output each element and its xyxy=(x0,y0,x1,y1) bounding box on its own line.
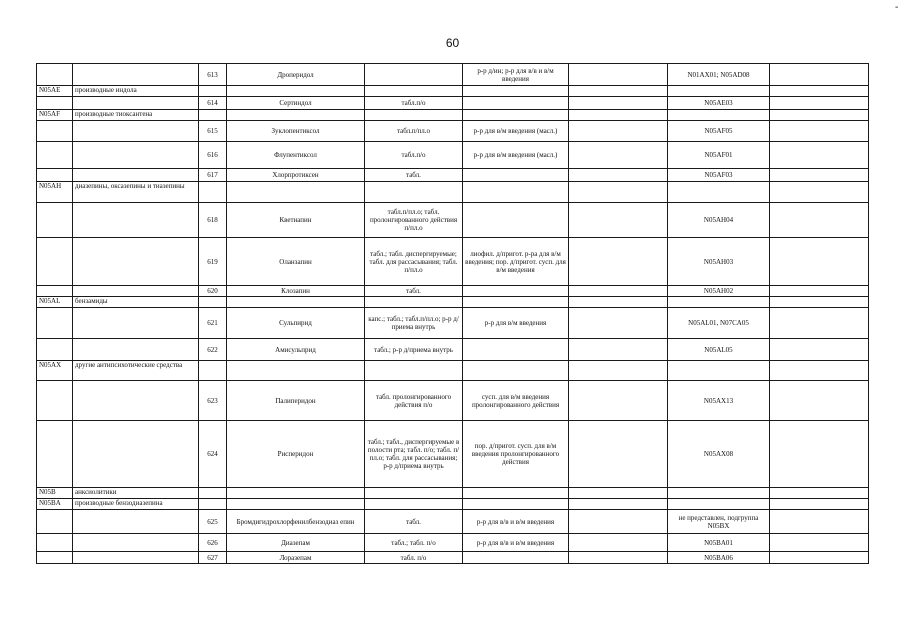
atc-code: N05AL05 xyxy=(668,339,770,361)
empty-cell xyxy=(770,86,869,97)
group-row xyxy=(37,361,869,381)
atc-code xyxy=(668,488,770,499)
empty-cell xyxy=(770,238,869,286)
dosage-form: табл. пролонгированного действия п/о xyxy=(365,381,463,421)
drug-registry-table xyxy=(36,63,869,564)
dosage-form xyxy=(365,182,463,203)
atc-code: N05AX08 xyxy=(668,421,770,488)
dosage-form-injection xyxy=(463,488,569,499)
empty-cell xyxy=(770,297,869,308)
empty-cell xyxy=(569,121,668,142)
item-number xyxy=(199,361,227,381)
atc-group-code xyxy=(37,510,73,534)
item-number: 625 xyxy=(199,510,227,534)
item-number: 623 xyxy=(199,381,227,421)
item-number: 617 xyxy=(199,169,227,182)
atc-group-code: N05BA xyxy=(37,499,73,510)
item-number: 618 xyxy=(199,203,227,238)
atc-group-code: N05AL xyxy=(37,297,73,308)
dosage-form xyxy=(365,110,463,121)
atc-group-name: диазепины, оксазепины и тиазепины xyxy=(73,182,199,203)
group-row xyxy=(37,499,869,510)
group-row xyxy=(37,86,869,97)
atc-group-name xyxy=(73,339,199,361)
drug-name: Кветиапин xyxy=(227,203,365,238)
empty-cell xyxy=(770,121,869,142)
atc-group-name xyxy=(73,421,199,488)
dosage-form-injection xyxy=(463,110,569,121)
drug-row xyxy=(37,142,869,169)
dosage-form-injection: р-р для в/м введения (масл.) xyxy=(463,142,569,169)
dosage-form: табл. xyxy=(365,169,463,182)
drug-row xyxy=(37,238,869,286)
atc-group-code xyxy=(37,286,73,297)
dosage-form-injection xyxy=(463,499,569,510)
empty-cell xyxy=(569,421,668,488)
dosage-form-injection xyxy=(463,552,569,564)
empty-cell xyxy=(770,169,869,182)
item-number: 619 xyxy=(199,238,227,286)
dosage-form xyxy=(365,361,463,381)
dosage-form-injection: р-р для в/в и в/м введения xyxy=(463,534,569,552)
drug-row xyxy=(37,552,869,564)
dosage-form-injection: лиофил. д/пригот. р-ра для в/м введения; пор. д/пригот. сусп. для в/м введения xyxy=(463,238,569,286)
empty-cell xyxy=(569,381,668,421)
dosage-form-injection xyxy=(463,361,569,381)
empty-cell xyxy=(770,534,869,552)
dosage-form-injection xyxy=(463,182,569,203)
empty-cell xyxy=(569,297,668,308)
dosage-form-injection: р-р для в/м введения (масл.) xyxy=(463,121,569,142)
atc-group-name xyxy=(73,64,199,86)
atc-group-name xyxy=(73,238,199,286)
empty-cell xyxy=(770,339,869,361)
drug-name: Сертиндол xyxy=(227,97,365,110)
atc-group-code xyxy=(37,97,73,110)
atc-code xyxy=(668,297,770,308)
atc-group-code: N05AF xyxy=(37,110,73,121)
empty-cell xyxy=(569,238,668,286)
drug-name xyxy=(227,499,365,510)
atc-group-name xyxy=(73,534,199,552)
drug-row xyxy=(37,339,869,361)
group-row xyxy=(37,110,869,121)
dosage-form xyxy=(365,488,463,499)
dosage-form-injection: р-р для в/м введения xyxy=(463,308,569,339)
empty-cell xyxy=(770,308,869,339)
drug-name: Лоразепам xyxy=(227,552,365,564)
empty-cell xyxy=(569,86,668,97)
dosage-form xyxy=(365,86,463,97)
empty-cell xyxy=(569,286,668,297)
atc-code xyxy=(668,499,770,510)
item-number: 627 xyxy=(199,552,227,564)
dosage-form-injection xyxy=(463,97,569,110)
atc-group-code xyxy=(37,421,73,488)
dosage-form: табл.п/пл.о; табл. пролонгированного действия п/пл.о xyxy=(365,203,463,238)
atc-group-name xyxy=(73,308,199,339)
empty-cell xyxy=(569,110,668,121)
drug-name: Зуклопентиксол xyxy=(227,121,365,142)
atc-group-name xyxy=(73,97,199,110)
empty-cell xyxy=(569,534,668,552)
drug-row xyxy=(37,510,869,534)
atc-code: N05BA06 xyxy=(668,552,770,564)
atc-group-name: производные бензодиазепина xyxy=(73,499,199,510)
drug-row xyxy=(37,169,869,182)
empty-cell xyxy=(569,142,668,169)
dosage-form: капс.; табл.; табл.п/пл.о; р-р д/приема внутрь xyxy=(365,308,463,339)
empty-cell xyxy=(569,361,668,381)
empty-cell xyxy=(770,510,869,534)
empty-cell xyxy=(569,488,668,499)
item-number xyxy=(199,182,227,203)
dosage-form xyxy=(365,64,463,86)
item-number xyxy=(199,297,227,308)
atc-group-code: N05AH xyxy=(37,182,73,203)
drug-name xyxy=(227,297,365,308)
dosage-form: табл.п/о xyxy=(365,142,463,169)
empty-cell xyxy=(770,203,869,238)
atc-group-code xyxy=(37,534,73,552)
item-number xyxy=(199,499,227,510)
atc-group-name: бензамиды xyxy=(73,297,199,308)
atc-code xyxy=(668,110,770,121)
empty-cell xyxy=(569,203,668,238)
atc-group-code xyxy=(37,203,73,238)
dosage-form-injection xyxy=(463,339,569,361)
atc-group-code xyxy=(37,552,73,564)
group-row xyxy=(37,297,869,308)
drug-row xyxy=(37,534,869,552)
atc-group-name: производные тиоксантена xyxy=(73,110,199,121)
dosage-form: табл.; табл. диспергируемые; табл. для рассасывания; табл. п/пл.о xyxy=(365,238,463,286)
item-number: 622 xyxy=(199,339,227,361)
atc-group-name xyxy=(73,510,199,534)
empty-cell xyxy=(569,64,668,86)
empty-cell xyxy=(770,110,869,121)
atc-code: N05AH02 xyxy=(668,286,770,297)
atc-group-name: другие антипсихотические средства xyxy=(73,361,199,381)
dosage-form-injection xyxy=(463,286,569,297)
drug-row xyxy=(37,64,869,86)
atc-group-code xyxy=(37,308,73,339)
dosage-form-injection xyxy=(463,169,569,182)
atc-group-name: производные индола xyxy=(73,86,199,97)
drug-name xyxy=(227,361,365,381)
empty-cell xyxy=(770,421,869,488)
atc-group-code xyxy=(37,169,73,182)
atc-group-name xyxy=(73,169,199,182)
atc-code: N05AF05 xyxy=(668,121,770,142)
table-body xyxy=(37,64,869,564)
dosage-form: табл. п/о xyxy=(365,552,463,564)
drug-name: Оланзапин xyxy=(227,238,365,286)
atc-code: N05AF03 xyxy=(668,169,770,182)
item-number: 624 xyxy=(199,421,227,488)
drug-row xyxy=(37,203,869,238)
atc-code: N05BA01 xyxy=(668,534,770,552)
drug-name xyxy=(227,86,365,97)
atc-group-code xyxy=(37,339,73,361)
atc-code: N05AL01, N07CA05 xyxy=(668,308,770,339)
dosage-form-injection: р-р для в/в и в/м введения xyxy=(463,510,569,534)
empty-cell xyxy=(569,308,668,339)
dosage-form-injection: пор. д/пригот. сусп. для в/м введения пролонгированного действия xyxy=(463,421,569,488)
drug-name xyxy=(227,182,365,203)
empty-cell xyxy=(770,64,869,86)
empty-cell xyxy=(770,381,869,421)
empty-cell xyxy=(569,182,668,203)
atc-group-code: N05AE xyxy=(37,86,73,97)
atc-group-code xyxy=(37,64,73,86)
atc-code xyxy=(668,86,770,97)
atc-code: N05AH04 xyxy=(668,203,770,238)
drug-row xyxy=(37,97,869,110)
dosage-form xyxy=(365,499,463,510)
empty-cell xyxy=(569,339,668,361)
item-number: 620 xyxy=(199,286,227,297)
dosage-form xyxy=(365,297,463,308)
drug-row xyxy=(37,308,869,339)
drug-name xyxy=(227,488,365,499)
atc-group-name xyxy=(73,121,199,142)
atc-group-code xyxy=(37,381,73,421)
item-number xyxy=(199,86,227,97)
corner-mark: - xyxy=(895,2,899,13)
dosage-form-injection: сусп. для в/м введения пролонгированного действия xyxy=(463,381,569,421)
dosage-form: табл.п/о xyxy=(365,97,463,110)
empty-cell xyxy=(569,552,668,564)
dosage-form: табл.; табл. п/о xyxy=(365,534,463,552)
empty-cell xyxy=(770,286,869,297)
dosage-form: табл.; табл., диспергируемые в полости рта; табл. п/о; табл. п/пл.о; табл. для рассасывания; р-р д/приема внутрь xyxy=(365,421,463,488)
drug-name xyxy=(227,110,365,121)
atc-group-name xyxy=(73,381,199,421)
atc-code: N01AX01; N05AD08 xyxy=(668,64,770,86)
atc-code xyxy=(668,361,770,381)
drug-name: Клозапин xyxy=(227,286,365,297)
dosage-form: табл. xyxy=(365,286,463,297)
item-number: 616 xyxy=(199,142,227,169)
empty-cell xyxy=(770,488,869,499)
drug-row xyxy=(37,121,869,142)
drug-row xyxy=(37,286,869,297)
item-number: 614 xyxy=(199,97,227,110)
atc-group-code xyxy=(37,142,73,169)
item-number xyxy=(199,110,227,121)
drug-name: Дроперидол xyxy=(227,64,365,86)
drug-name: Диазепам xyxy=(227,534,365,552)
atc-code: N05AH03 xyxy=(668,238,770,286)
empty-cell xyxy=(569,169,668,182)
empty-cell xyxy=(770,182,869,203)
atc-group-code xyxy=(37,121,73,142)
empty-cell xyxy=(569,97,668,110)
empty-cell xyxy=(569,510,668,534)
drug-row xyxy=(37,421,869,488)
drug-name: Флупентиксол xyxy=(227,142,365,169)
group-row xyxy=(37,488,869,499)
dosage-form: табл.; р-р д/приема внутрь xyxy=(365,339,463,361)
dosage-form-injection xyxy=(463,86,569,97)
item-number: 613 xyxy=(199,64,227,86)
atc-group-name: анксиолитики xyxy=(73,488,199,499)
atc-code xyxy=(668,182,770,203)
empty-cell xyxy=(770,499,869,510)
drug-name: Хлорпротиксен xyxy=(227,169,365,182)
atc-group-name xyxy=(73,142,199,169)
atc-group-code: N05B xyxy=(37,488,73,499)
atc-code: не представлен, подгруппа N05BX xyxy=(668,510,770,534)
item-number: 621 xyxy=(199,308,227,339)
item-number xyxy=(199,488,227,499)
empty-cell xyxy=(770,97,869,110)
atc-code: N05AX13 xyxy=(668,381,770,421)
atc-code: N05AF01 xyxy=(668,142,770,169)
dosage-form: табл. xyxy=(365,510,463,534)
atc-group-code: N05AX xyxy=(37,361,73,381)
dosage-form: табл.п/пл.о xyxy=(365,121,463,142)
drug-name: Амисульприд xyxy=(227,339,365,361)
atc-group-code xyxy=(37,238,73,286)
empty-cell xyxy=(770,552,869,564)
drug-row xyxy=(37,381,869,421)
drug-name: Рисперидон xyxy=(227,421,365,488)
drug-name: Бромдигидрохлорфенилбензодиаз епин xyxy=(227,510,365,534)
dosage-form-injection xyxy=(463,297,569,308)
item-number: 626 xyxy=(199,534,227,552)
empty-cell xyxy=(770,361,869,381)
group-row xyxy=(37,182,869,203)
drug-name: Сульпирид xyxy=(227,308,365,339)
atc-group-name xyxy=(73,552,199,564)
atc-code: N05AE03 xyxy=(668,97,770,110)
empty-cell xyxy=(770,142,869,169)
atc-group-name xyxy=(73,203,199,238)
dosage-form-injection: р-р д/ин; р-р для в/в и в/м введения xyxy=(463,64,569,86)
empty-cell xyxy=(569,499,668,510)
page-number: 60 xyxy=(445,36,460,50)
item-number: 615 xyxy=(199,121,227,142)
dosage-form-injection xyxy=(463,203,569,238)
atc-group-name xyxy=(73,286,199,297)
drug-name: Палиперидон xyxy=(227,381,365,421)
